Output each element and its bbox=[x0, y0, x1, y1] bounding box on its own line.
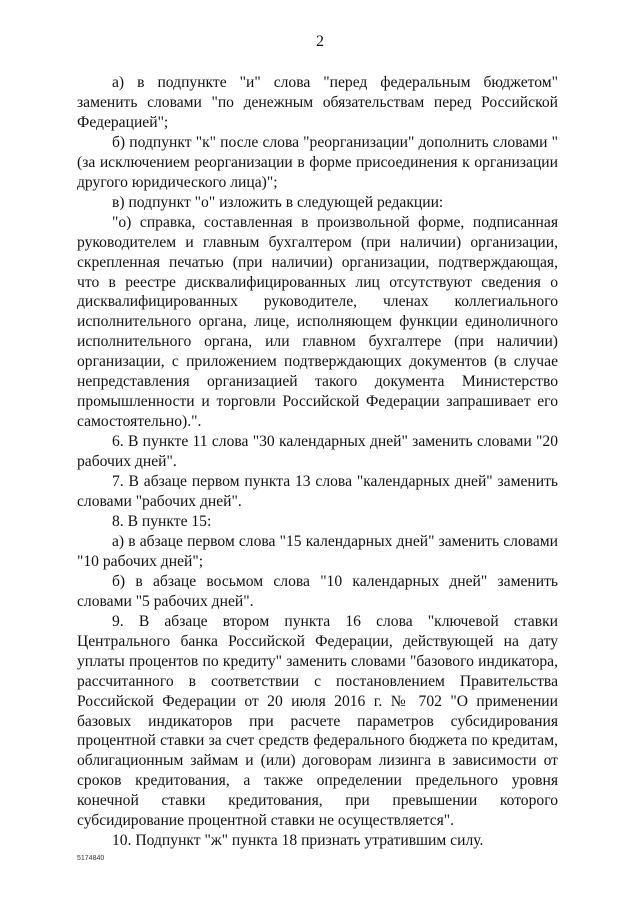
paragraph-v-subpoint-o: в) подпункт "о" изложить в следующей редакции: bbox=[112, 193, 444, 211]
page-number: 2 bbox=[316, 33, 324, 50]
paragraph-b-subpoint-k: б) подпункт "к" после слова "реорганизации" дополнить словами "(за исключением реорганизации в форме присоединения к организации другого юридического лица)"; bbox=[77, 133, 558, 191]
document-code: 5174840 bbox=[77, 855, 105, 862]
document-body bbox=[77, 73, 558, 851]
paragraph-item-8b: б) в абзаце восьмом слова "10 календарных дней" заменить словами "5 рабочих дней". bbox=[77, 572, 558, 610]
paragraph-quoted-certificate: "о) справка, составленная в произвольной форме, подписанная руководителем и главным бухгалтером (при наличии) организации, скрепленная печатью (при наличии) организации, подтверждающая, что в реестре дисквалифицированных лиц отсутствуют сведения о дисквалифицированных руководителе, членах коллегиального исполнительного органа, лице, исполняющем функции единоличного исполнительного органа, или главном бухгалтере (при наличии) организации, с приложением подтверждающих документов (в случае непредставления организацией такого документа Министерство промышленности и торговли Российской Федерации запрашивает его самостоятельно).". bbox=[77, 213, 558, 431]
paragraph-item-10: 10. Подпункт "ж" пункта 18 признать утратившим силу. bbox=[112, 832, 484, 850]
paragraph-a-subpoint-i: а) в подпункте "и" слова "перед федеральным бюджетом" заменить словами "по денежным обязательствам перед Российской Федерацией"; bbox=[77, 74, 558, 131]
paragraph-item-9: 9. В абзаце втором пункта 16 слова "ключевой ставки Центрального банка Российской Федерации, действующей на дату уплаты процентов по кредиту" заменить словами "базового индикатора, рассчитанного в соответствии с постановлением Правительства Российской Федерации от 20 июля 2016 г. № 702 "О применении базовых индикаторов при расчете параметров субсидирования процентной ставки за счет средств федерального бюджета по кредитам, облигационным займам и (или) договорам лизинга в зависимости от сроков кредитования, а также определении предельного уровня конечной ставки кредитования, при превышении которого субсидирование процентной ставки не осуществляется". bbox=[77, 612, 558, 830]
paragraph-item-6: 6. В пункте 11 слова "30 календарных дней" заменить словами "20 рабочих дней". bbox=[77, 433, 558, 471]
paragraph-item-8: 8. В пункте 15: bbox=[112, 512, 212, 530]
paragraph-item-7: 7. В абзаце первом пункта 13 слова "календарных дней" заменить словами "рабочих дней". bbox=[77, 473, 558, 511]
paragraph-item-8a: а) в абзаце первом слова "15 календарных дней" заменить словами "10 рабочих дней"; bbox=[77, 532, 558, 570]
